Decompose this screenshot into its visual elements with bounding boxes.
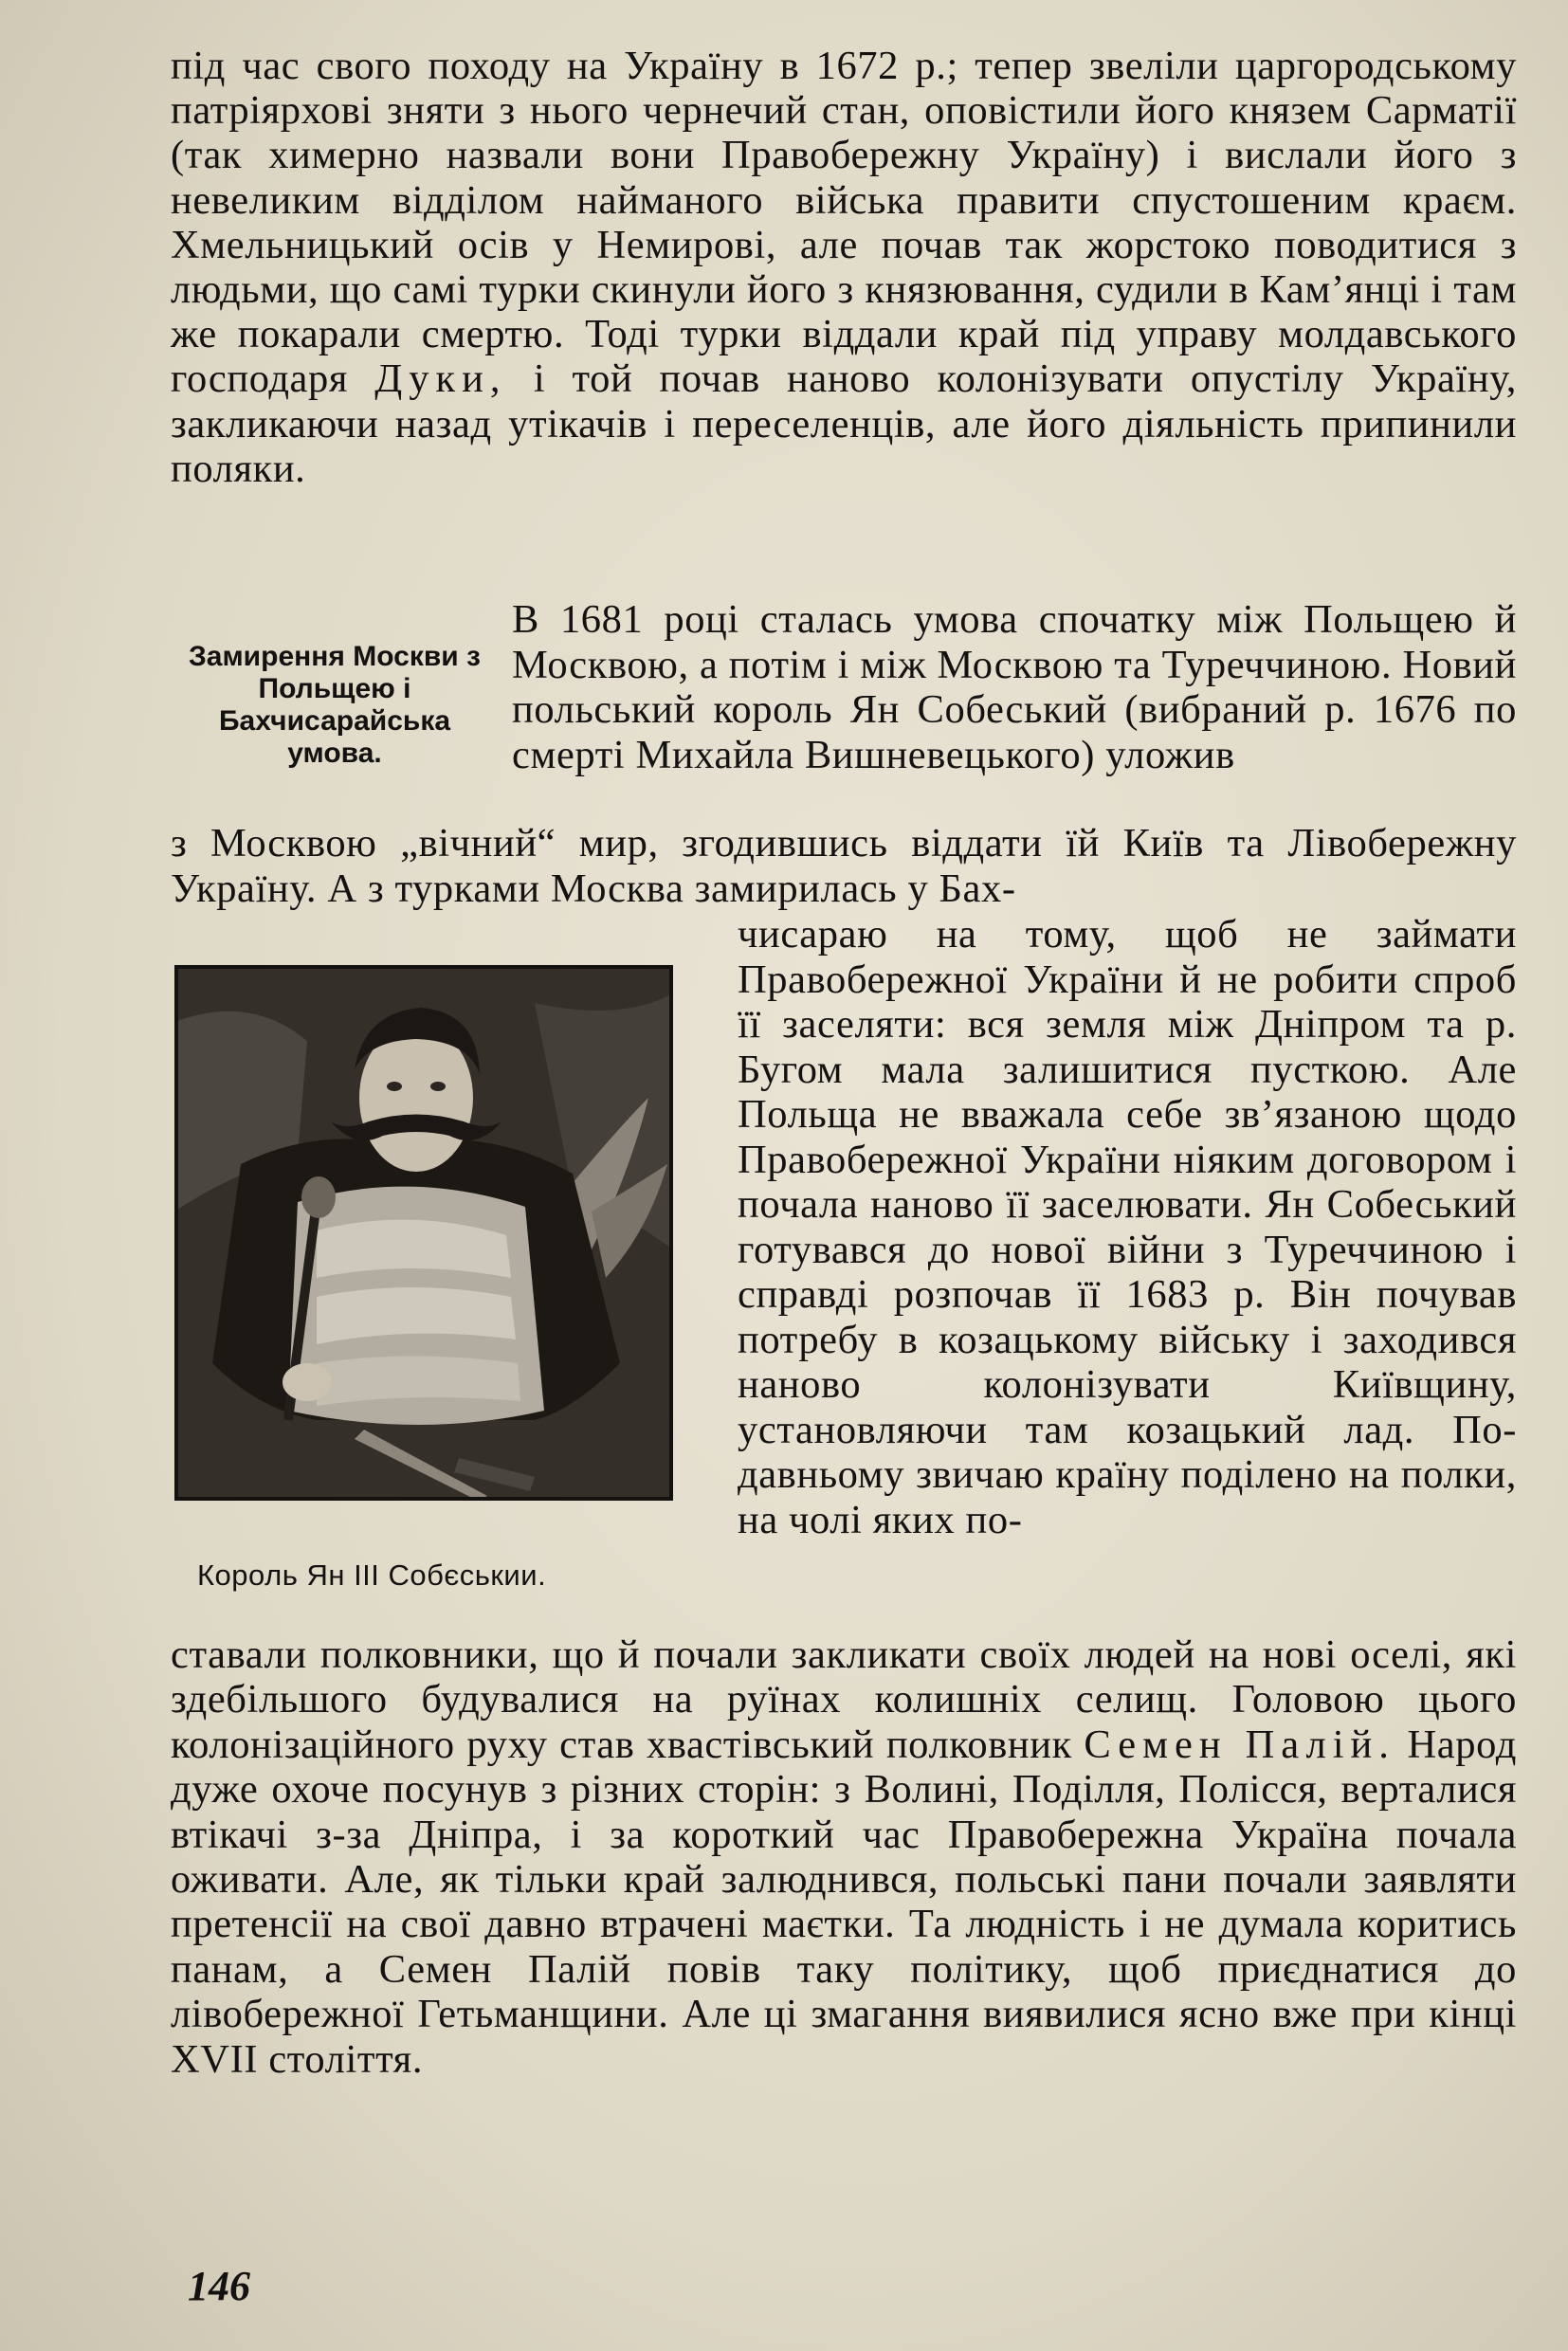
emphasized-name-paliy: Семен Палій. bbox=[1084, 1722, 1395, 1767]
paragraph-right-column: чисараю на тому, щоб не займати Правобережної України й не робити спроб її заселяти: вся земля між Дніпром та р. Бугом мала залишитися пусткою. Але Польща не вважала себе зв’язаною щодо Правобережної України ніяким договором і почала наново її заселювати. Ян Собеський готувався до нової війни з Туреччиною і справді розпочав її 1683 р. Він почував потребу в козацькому війську і заходився наново колонізувати Київщину, установляючи там козацький лад. По-давньому звичаю країну поділено на полки, на чолі яких по- bbox=[738, 912, 1517, 1542]
emphasized-name-duka: Дуки, bbox=[374, 356, 507, 402]
paragraph-1681-indented: В 1681 році сталась умова спочатку між Польщею й Москвою, а потім і між Москвою та Туреччиною. Новий польський король Ян Собеський (вибраний р. 1676 по смерті Михайла Вишневецького) уложив bbox=[512, 597, 1517, 777]
portrait-illustration bbox=[174, 965, 673, 1501]
paragraph-top-text: під час свого походу на Україну в 1672 р.; тепер звеліли царгородському патріярхові зняти з нього чернечий стан, оповістили його князем Сарматії (так химерно назвали вони Правобережну Україну) і вислали його з невеликим відділом найманого війська правити спустошеним краєм. Хмельницький осів у Немирові, але почав так жорстоко поводитися з людьми, що самі турки скинули його з князювання, судили в Кам’янці і там же покарали смертю. Тоді турки віддали край під управу молдавського господаря bbox=[171, 44, 1517, 402]
paragraph-bottom-text: ставали полковники, що й почали закликати своїх людей на нові оселі, які здебільшого будувалися на руїнах колишніх селищ. Головою цього колонізаційного руху став хвастівський полковник bbox=[171, 1632, 1517, 1767]
paragraph-top-end: і той почав наново колонізувати опустілу Україну, закликаючи назад утікачів і переселенців, але його діяльність припинили поляки. bbox=[171, 356, 1517, 491]
paragraph-1681-full: з Москвою „вічний“ мир, згодившись віддати їй Київ та Лівобережну Україну. А з турками Москва замирилась у Бах- bbox=[171, 821, 1517, 911]
paragraph-top bbox=[171, 44, 1517, 491]
paragraph-bottom bbox=[171, 1632, 1517, 2082]
side-heading: Замирення Москви з Польщею і Бахчисарайська умова. bbox=[189, 641, 481, 769]
page-number: 146 bbox=[188, 2263, 250, 2309]
portrait-engraving-icon bbox=[174, 965, 673, 1501]
paragraph-bottom-end: Народ дуже охоче посунув з різних сторін: з Волині, Поділля, Полісся, верталися втікачі з-за Дніпра, і за короткий час Правобережна Україна почала оживати. Але, як тільки край залюднився, польські пани почали заявляти претенсії на свої давно втрачені маєтки. Та людність і не думала коритись панам, а Семен Палій повів таку політику, щоб приєднатися до лівобережної Гетьманщини. Але ці змагання виявилися ясно вже при кінці XVII століття. bbox=[171, 1722, 1517, 2082]
figure-caption: Король Ян III Собєськии. bbox=[197, 1558, 547, 1592]
